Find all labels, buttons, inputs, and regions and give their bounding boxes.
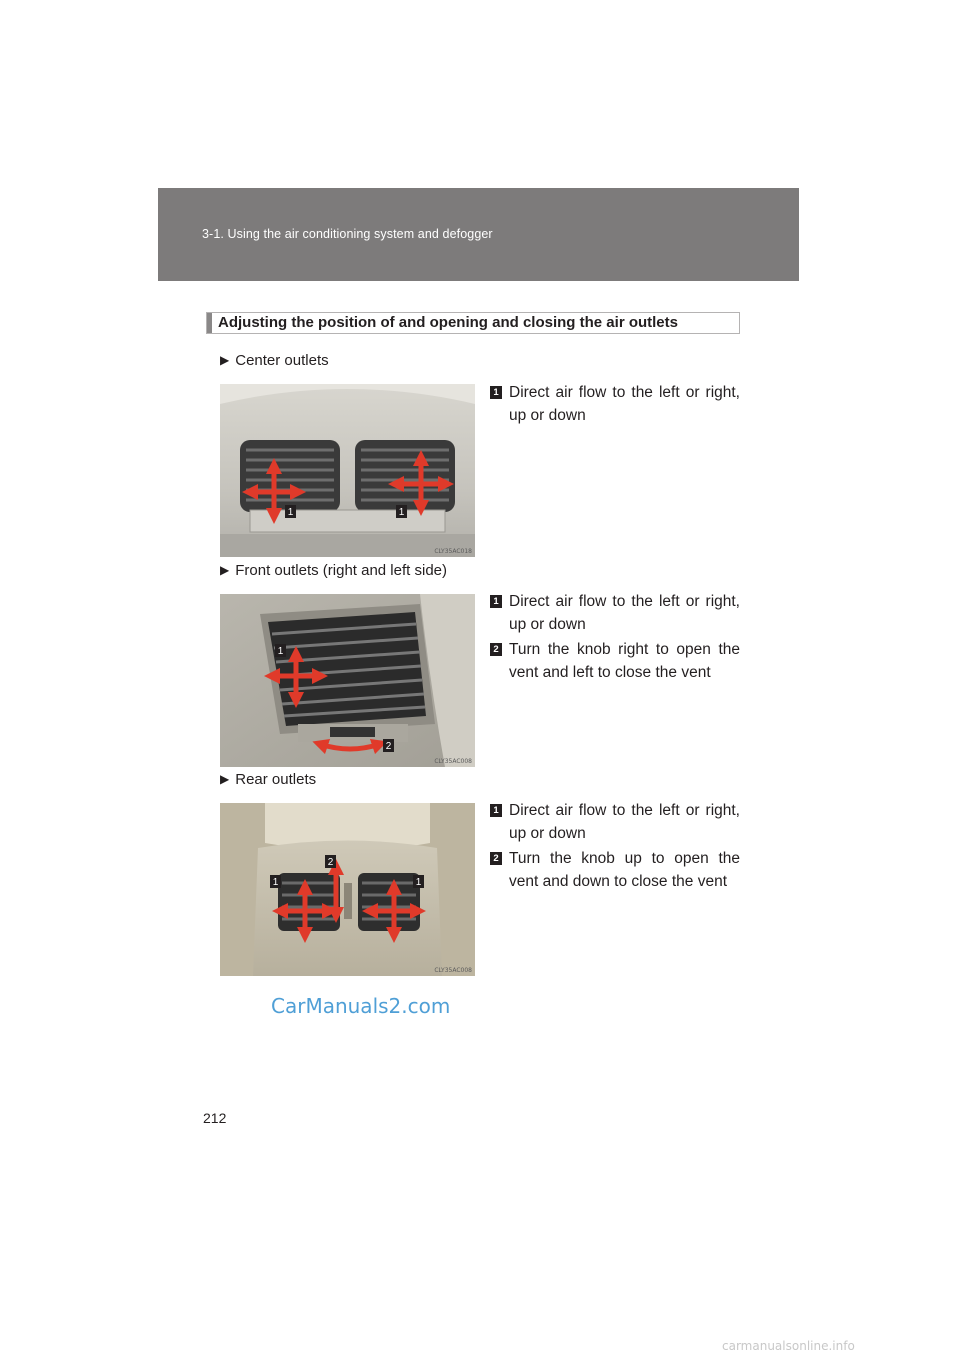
step-number-badge: 1 bbox=[490, 804, 502, 817]
center-outlets-photo bbox=[220, 384, 475, 557]
rear-outlets-photo bbox=[220, 803, 475, 976]
step-number-badge: 2 bbox=[490, 643, 502, 656]
front-step-2 bbox=[490, 638, 740, 684]
front-outlets-photo bbox=[220, 594, 475, 767]
rear-step-1 bbox=[490, 799, 740, 845]
image-code: CLY35AC018 bbox=[434, 548, 472, 555]
step-text: Direct air flow to the left or right, up or down bbox=[509, 384, 740, 424]
step-number-badge: 1 bbox=[490, 386, 502, 399]
subhead-front-outlets bbox=[220, 562, 447, 579]
watermark-link[interactable]: CarManuals2.com bbox=[271, 994, 451, 1018]
pointer-triangle-icon: ▶ bbox=[220, 353, 230, 367]
subhead-rear-outlets bbox=[220, 771, 316, 788]
callout-1: 1 bbox=[277, 646, 284, 657]
callout-1: 1 bbox=[398, 507, 405, 518]
image-code: CLY35AC008 bbox=[434, 967, 472, 974]
callout-1: 1 bbox=[415, 877, 422, 888]
pointer-triangle-icon: ▶ bbox=[220, 772, 230, 786]
image-code: CLY35AC008 bbox=[434, 758, 472, 765]
step-text: Direct air flow to the left or right, up or down bbox=[509, 593, 740, 633]
step-number-badge: 1 bbox=[490, 595, 502, 608]
subhead-label: Front outlets (right and left side) bbox=[235, 562, 447, 579]
page-number: 212 bbox=[203, 1110, 227, 1126]
step-text: Direct air flow to the left or right, up or down bbox=[509, 802, 740, 842]
pointer-triangle-icon: ▶ bbox=[220, 563, 230, 577]
subhead-label: Center outlets bbox=[235, 352, 329, 369]
section-heading-text: Adjusting the position of and opening and closing the air outlets bbox=[218, 314, 678, 331]
footer-watermark-logo: carmanualsonline.info bbox=[722, 1339, 855, 1353]
step-text: Turn the knob up to open the vent and down to close the vent bbox=[509, 850, 740, 890]
step-number-badge: 2 bbox=[490, 852, 502, 865]
step-text: Turn the knob right to open the vent and left to close the vent bbox=[509, 641, 740, 681]
heading-accent-bar bbox=[207, 313, 212, 333]
front-step-1 bbox=[490, 590, 740, 636]
chapter-title: 3-1. Using the air conditioning system and defogger bbox=[202, 227, 493, 241]
callout-2: 2 bbox=[385, 741, 392, 752]
callout-1: 1 bbox=[287, 507, 294, 518]
callout-2: 2 bbox=[327, 857, 334, 868]
subhead-label: Rear outlets bbox=[235, 771, 317, 788]
subhead-center-outlets bbox=[220, 352, 329, 369]
callout-1: 1 bbox=[272, 877, 279, 888]
center-step-1 bbox=[490, 381, 740, 427]
rear-step-2 bbox=[490, 847, 740, 893]
section-heading bbox=[206, 312, 740, 334]
